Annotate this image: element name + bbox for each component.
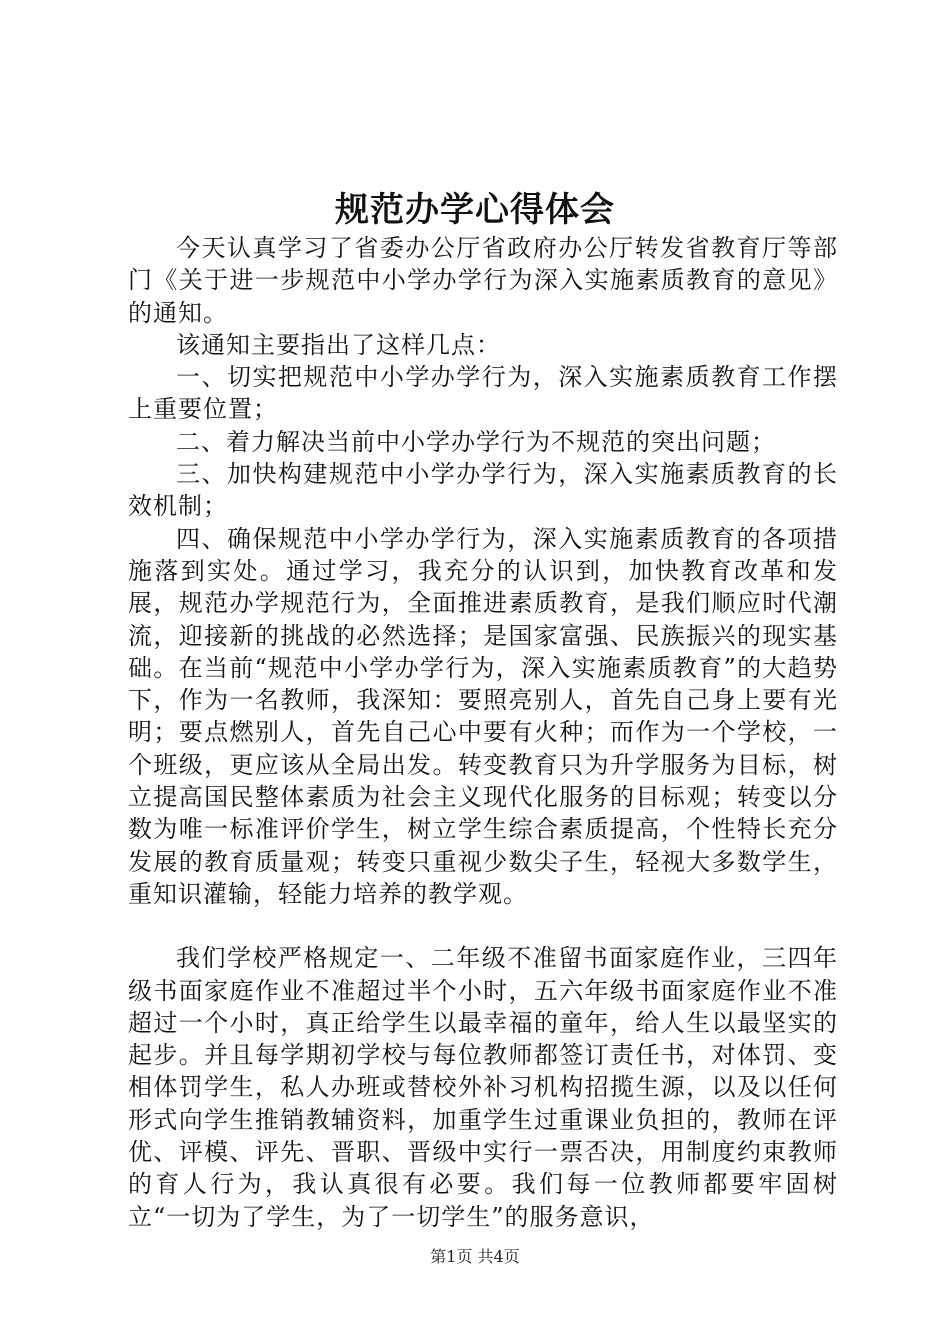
paragraph-points-lead: 该通知主要指出了这样几点：: [176, 330, 501, 359]
document-title: 规范办学心得体会: [335, 190, 615, 230]
document-body: [128, 232, 838, 1233]
paragraph-point-4: 四、确保规范中小学办学行为，深入实施素质教育的各项措施落到实处。通过学习，我充分的认识到，加快教育改革和发展，规范办学规范行为，全面推进素质教育，是我们顺应时代潮流，迎接新的挑战的必然选择；是国家富强、民族振兴的现实基础。在当前“规范中小学办学行为，深入实施素质教育”的大趋势下，作为一名教师，我深知：要照亮别人，首先自己身上要有光明；要点燃别人，首先自己心中要有火种；而作为一个学校，一个班级，更应该从全局出发。转变教育只为升学服务为目标，树立提高国民整体素质为社会主义现代化服务的目标观；转变以分数为唯一标准评价学生，树立学生综合素质提高，个性特长充分发展的教育质量观；转变只重视少数尖子生，轻视大多数学生，重知识灌输，轻能力培养的教学观。: [128, 524, 838, 908]
page-footer: 第1页 共4页: [430, 1247, 520, 1266]
paragraph-point-3: 三、加快构建规范中小学办学行为，深入实施素质教育的长效机制；: [128, 460, 838, 521]
paragraph-spacer: [128, 910, 838, 942]
paragraph-point-2: 二、着力解决当前中小学办学行为不规范的突出问题；: [176, 427, 776, 456]
paragraph-school-rules: 我们学校严格规定一、二年级不准留书面家庭作业，三四年级书面家庭作业不准超过半个小时，五六年级书面家庭作业不准超过一个小时，真正给学生以最幸福的童年，给人生以最坚实的起步。并且每学期初学校与每位教师都签订责任书，对体罚、变相体罚学生，私人办班或替校外补习机构招揽生源，以及以任何形式向学生推销教辅资料，加重学生过重课业负担的，教师在评优、评模、评先、晋职、晋级中实行一票否决，用制度约束教师的育人行为，我认真很有必要。我们每一位教师都要牢固树立“一切为了学生，为了一切学生”的服务意识，: [128, 944, 838, 1231]
paragraph-point-1: 一、切实把规范中小学办学行为，深入实施素质教育工作摆上重要位置；: [128, 363, 838, 424]
paragraph-intro: 今天认真学习了省委办公厅省政府办公厅转发省教育厅等部门《关于进一步规范中小学办学行为深入实施素质教育的意见》的通知。: [128, 234, 838, 327]
